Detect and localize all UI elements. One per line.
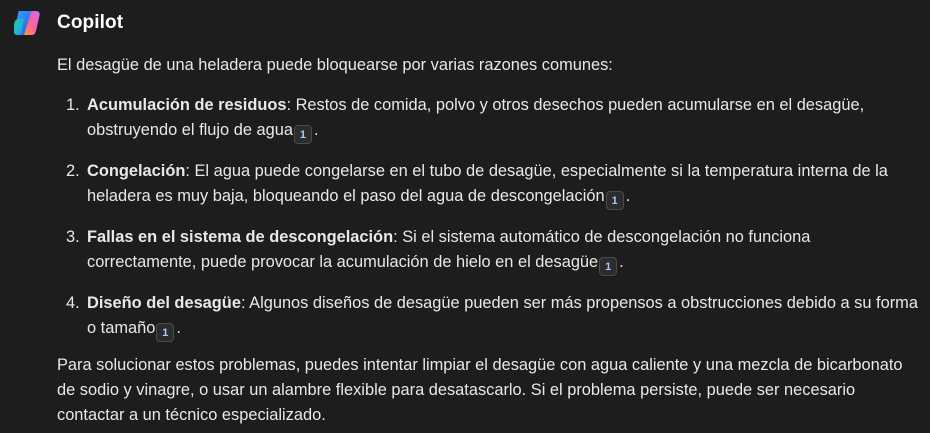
list-item-end: .	[625, 187, 631, 205]
list-item-text: : Algunos diseños de desagüe pueden ser más propensos a obstrucciones debido a su forma o tamaño	[87, 294, 918, 337]
list-item	[57, 225, 923, 276]
citation-badge[interactable]: 1	[294, 125, 312, 144]
list-item-term: Acumulación de residuos	[87, 96, 287, 114]
citation-badge[interactable]: 1	[599, 257, 617, 276]
message-header	[12, 9, 123, 37]
citation-badge[interactable]: 1	[156, 323, 174, 342]
list-item-end: .	[313, 121, 319, 139]
list-item-term: Congelación	[87, 162, 186, 180]
list-item-number: 4.	[66, 294, 80, 312]
copilot-logo-icon	[12, 9, 42, 37]
list-item	[57, 291, 923, 342]
list-item-number: 3.	[66, 228, 80, 246]
list-item-end: .	[619, 253, 624, 271]
reasons-list	[57, 93, 923, 342]
list-item-text: : Si el sistema automático de descongelación no funciona correctamente, puede provocar la acumulación de hielo en el desagüe	[87, 228, 811, 271]
list-item-term: Fallas en el sistema de descongelación	[87, 228, 394, 246]
intro-paragraph: El desagüe de una heladera puede bloquearse por varias razones comunes:	[57, 56, 613, 74]
list-item	[57, 159, 923, 210]
list-item-text: : El agua puede congelarse en el tubo de desagüe, especialmente si la temperatura interna de la heladera es muy baja, bloqueando el paso del agua de descongelación	[87, 162, 888, 205]
list-item-number: 2.	[66, 162, 80, 180]
assistant-name: Copilot	[57, 12, 124, 33]
list-item	[57, 93, 923, 144]
list-item-term: Diseño del desagüe	[87, 294, 241, 312]
outro-paragraph: Para solucionar estos problemas, puedes intentar limpiar el desagüe con agua caliente y una mezcla de bicarbonato de sodio y vinagre, o usar un alambre flexible para desatascarlo. Si el problema persiste, puede ser necesario contactar a un técnico especializado.	[57, 356, 903, 424]
citation-badge[interactable]: 1	[606, 191, 624, 210]
list-item-number: 1.	[66, 96, 80, 114]
message-body	[57, 53, 923, 424]
list-item-text: : Restos de comida, polvo y otros desechos pueden acumularse en el desagüe, obstruyendo el flujo de agua	[87, 96, 865, 139]
list-item-end: .	[176, 319, 181, 337]
